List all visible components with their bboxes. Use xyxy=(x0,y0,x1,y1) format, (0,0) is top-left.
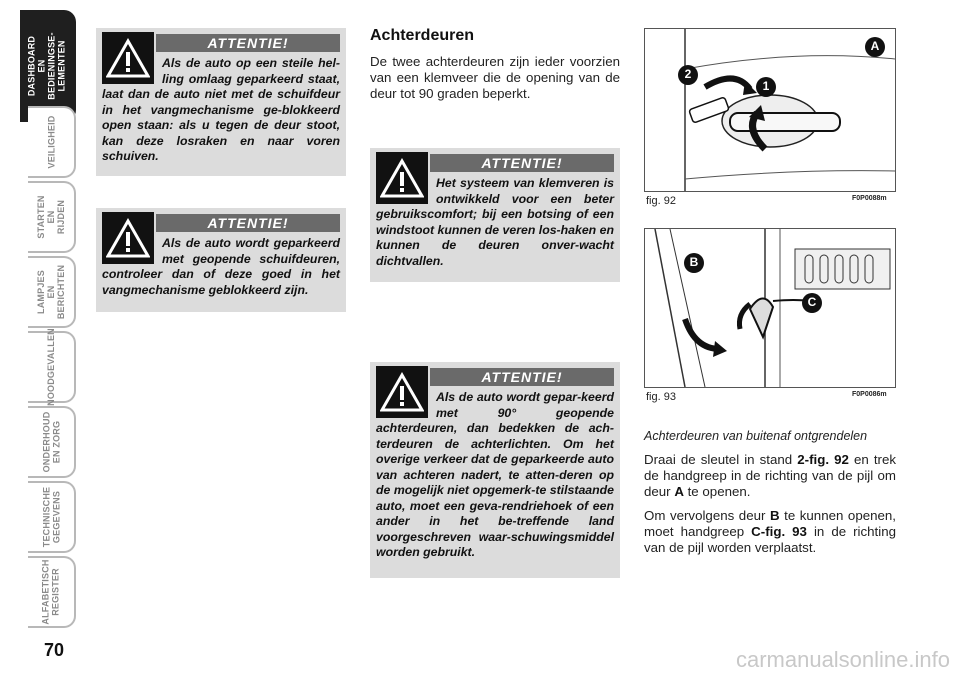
warning-text: Als de auto op een steile hel-ling omlaag geparkeerd staat, laat dan de auto niet met de schuifdeur in het vangmechanisme ge-blokkeerd open staan: als u tegen de deur stoot, kan deze losraken en naar voren schuiven. xyxy=(102,56,340,163)
section-title: Achterdeuren xyxy=(370,27,475,44)
warning-triangle-icon xyxy=(102,212,154,264)
marker-1: 1 xyxy=(762,79,770,93)
section-intro: De twee achterdeuren zijn ieder voorzien van een klemveer die de opening van de deur tot 90 graden beperkt. xyxy=(370,54,620,101)
tab-veiligheid[interactable] xyxy=(28,106,76,178)
tab-technische-gegevens[interactable] xyxy=(28,481,76,553)
tab-label: ONDERHOUD EN ZORG xyxy=(41,411,61,473)
tab-noodgevallen[interactable] xyxy=(28,328,76,406)
figure-93 xyxy=(644,228,896,388)
warning-text: Als de auto wordt gepar-keerd met 90° geopende achterdeuren, dan bedekken de ach-terdeuren de achterlichten. Om het overige verkeer dat de geparkeerde auto van achteren nadert, te atten-deren op de mogelijk niet opgemerk-te stilstaande auto, moet een geva-rendriehoek of een ander in het be-treffende land voorgeschreven waar-schuwingsmiddel worden gebruikt. xyxy=(376,390,614,559)
marker-B: B xyxy=(689,255,699,269)
warning-text: Het systeem van klemveren is ontwikkeld voor een beter gebruikscomfort; bij een botsing of een windstoot kunnen de veren los-haken en kunnen de deuren onver-wacht dichtvallen. xyxy=(376,176,614,268)
tab-label: TECHNISCHE GEGEVENS xyxy=(41,486,62,548)
warning-triangle-icon xyxy=(102,32,154,84)
tab-label: STARTEN EN RIJDEN xyxy=(36,195,66,239)
subheading: Achterdeuren van buitenaf ontgrendelen xyxy=(644,429,868,443)
tab-label: LAMPJES EN BERICHTEN xyxy=(36,264,66,320)
watermark: carmanualsonline.info xyxy=(735,647,950,672)
door-latch-illustration xyxy=(645,229,895,387)
attention-header: ATTENTIE! xyxy=(430,368,614,386)
figure-92 xyxy=(644,28,896,192)
attention-box-4 xyxy=(370,362,620,578)
tab-label: NOODGEVALLEN xyxy=(46,328,56,406)
attention-box-3 xyxy=(370,148,620,282)
tab-onderhoud-en-zorg[interactable] xyxy=(28,406,76,478)
figure-label: fig. 93 xyxy=(646,391,676,403)
chapter-tabs xyxy=(0,0,80,640)
warning-text: Als de auto wordt geparkeerd met geopende schuifdeuren, controleer dan of deze goed in het vangmechanisme geblokkeerd zijn. xyxy=(102,236,340,297)
attention-header: ATTENTIE! xyxy=(430,154,614,172)
tab-lampjes-en-berichten[interactable] xyxy=(28,256,76,328)
tab-starten-en-rijden[interactable] xyxy=(28,181,76,253)
warning-triangle-icon xyxy=(376,152,428,204)
door-handle-illustration xyxy=(645,29,895,191)
attention-header: ATTENTIE! xyxy=(156,34,340,52)
attention-header: ATTENTIE! xyxy=(156,214,340,232)
figure-code: F0P0088m xyxy=(852,195,887,202)
tab-label: ALFABETISCH REGISTER xyxy=(41,559,62,625)
marker-2: 2 xyxy=(684,67,692,81)
marker-C: C xyxy=(807,295,817,309)
tab-label: VEILIGHEID xyxy=(46,115,57,169)
page-number: 70 xyxy=(44,640,65,660)
marker-A: A xyxy=(870,39,880,53)
attention-box-2 xyxy=(96,208,346,312)
tab-alfabetisch-register[interactable] xyxy=(28,556,76,628)
warning-triangle-icon xyxy=(376,366,428,418)
tab-label: DASHBOARD EN BEDIENINGSE- LEMENTEN xyxy=(27,32,68,100)
figure-label: fig. 92 xyxy=(646,195,676,207)
instruction-paragraph-2: Om vervolgens deur B te kunnen openen, moet handgreep C-fig. 93 in de richting van de pijl worden verplaatst. xyxy=(644,508,896,555)
attention-box-1 xyxy=(96,28,346,176)
instruction-paragraph-1: Draai de sleutel in stand 2-fig. 92 en trek de handgreep in de richting van de pijl om deur A te openen. xyxy=(644,452,896,499)
figure-code: F0P0086m xyxy=(852,391,887,398)
